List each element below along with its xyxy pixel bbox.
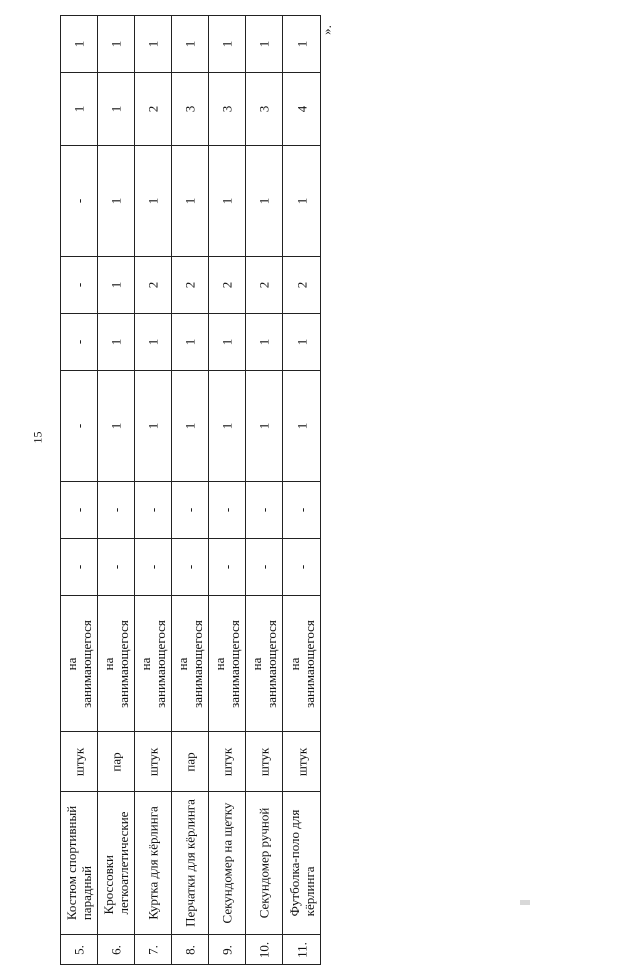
cell-col7-text: 3 (256, 105, 272, 113)
text-line: Кроссовки (101, 854, 116, 915)
cell-num (246, 935, 283, 965)
cell-unit-text: штук (71, 747, 87, 776)
cell-col7-text: 2 (145, 105, 161, 113)
table-row (61, 596, 321, 732)
cell-num-text: 6. (108, 944, 124, 955)
cell-col1 (172, 539, 209, 596)
cell-col3-text: 1 (294, 422, 309, 430)
cell-col8-text: 1 (182, 40, 198, 48)
cell-col6 (172, 146, 209, 257)
cell-col8 (246, 16, 283, 73)
cell-name-text (287, 810, 317, 917)
cell-col2 (172, 482, 209, 539)
cell-col4-text: - (71, 339, 87, 345)
cell-unit-text: пар (108, 751, 124, 772)
page-number: 15 (30, 431, 45, 444)
cell-basis-text (64, 620, 94, 708)
cell-num-text: 5. (71, 944, 87, 955)
cell-name (98, 792, 135, 935)
text-line: на (286, 657, 302, 670)
cell-basis-text (287, 620, 317, 708)
cell-col4 (61, 314, 98, 371)
table-row (61, 482, 321, 539)
cell-col6-text: 1 (256, 197, 272, 205)
cell-col1-text: - (219, 564, 235, 570)
cell-unit (172, 732, 209, 792)
cell-col3-text: 1 (182, 422, 198, 430)
cell-col1-text: - (294, 564, 309, 570)
cell-col8 (283, 16, 321, 73)
table-row (61, 792, 321, 935)
text-line: на (249, 657, 264, 670)
cell-name (283, 792, 321, 935)
cell-col1 (98, 539, 135, 596)
cell-num-text: 11. (294, 941, 309, 958)
text-line: на (64, 657, 79, 670)
cell-col2-text: - (145, 507, 161, 513)
cell-col4 (283, 314, 321, 371)
cell-col1-text: - (145, 564, 161, 570)
cell-col5 (209, 257, 246, 314)
cell-unit-text: штук (294, 747, 309, 776)
cell-name-text (257, 808, 272, 919)
text-line: парадный (79, 865, 94, 921)
cell-col5-text: - (71, 282, 87, 288)
cell-col8-text: 1 (71, 40, 87, 48)
cell-col5 (98, 257, 135, 314)
cell-col8-text: 1 (145, 40, 161, 48)
cell-basis (172, 596, 209, 732)
cell-col4 (135, 314, 172, 371)
cell-col6 (283, 146, 321, 257)
cell-unit (61, 732, 98, 792)
cell-col1 (246, 539, 283, 596)
cell-col1-text: - (182, 564, 198, 570)
text-line: Футболка-поло для (286, 809, 302, 917)
cell-col3-text: 1 (256, 422, 272, 430)
cell-unit (209, 732, 246, 792)
closing-quote-mark: ». (318, 25, 334, 35)
cell-col2 (98, 482, 135, 539)
cell-col8 (61, 16, 98, 73)
cell-col4 (246, 314, 283, 371)
cell-col2-text: - (108, 507, 124, 513)
cell-col3 (209, 371, 246, 482)
cell-col2-text: - (182, 507, 198, 513)
cell-basis (98, 596, 135, 732)
cell-col6-text: 1 (182, 197, 198, 205)
scan-edge-mark (520, 900, 530, 905)
cell-basis (283, 596, 321, 732)
cell-col8-text: 1 (294, 40, 309, 48)
text-line: занимающегося (301, 619, 317, 708)
cell-col6 (98, 146, 135, 257)
table-row (61, 73, 321, 146)
cell-col4-text: 1 (256, 338, 272, 346)
cell-basis-text (138, 620, 168, 708)
cell-num-text: 8. (182, 944, 198, 955)
cell-col7 (61, 73, 98, 146)
cell-col7 (98, 73, 135, 146)
cell-col4-text: 1 (219, 338, 235, 346)
equipment-table (60, 15, 320, 958)
cell-unit-text: штук (219, 747, 235, 776)
cell-col6 (209, 146, 246, 257)
cell-col6 (246, 146, 283, 257)
cell-col2 (61, 482, 98, 539)
cell-name-text (101, 812, 131, 915)
cell-basis (246, 596, 283, 732)
cell-col5 (61, 257, 98, 314)
cell-name (246, 792, 283, 935)
cell-col5-text: 2 (219, 281, 235, 289)
cell-col8 (135, 16, 172, 73)
cell-col4 (172, 314, 209, 371)
cell-num (61, 935, 98, 965)
cell-col1 (61, 539, 98, 596)
cell-num (283, 935, 321, 965)
cell-num-text: 9. (219, 944, 235, 955)
cell-col3 (172, 371, 209, 482)
cell-col7-text: 4 (294, 105, 309, 113)
cell-col3-text: 1 (219, 422, 235, 430)
cell-name (135, 792, 172, 935)
cell-col8 (172, 16, 209, 73)
cell-col7-text: 1 (71, 105, 87, 113)
cell-col6-text: 1 (145, 197, 161, 205)
cell-num (209, 935, 246, 965)
text-line: Костюм спортивный (64, 805, 79, 921)
cell-col6-text: 1 (294, 197, 309, 205)
cell-col7 (135, 73, 172, 146)
cell-col2 (209, 482, 246, 539)
cell-col4-text: 1 (182, 338, 198, 346)
cell-col5-text: 1 (108, 281, 124, 289)
text-line: кёрлинга (301, 866, 317, 917)
cell-col2 (246, 482, 283, 539)
cell-basis-text (175, 620, 205, 708)
cell-col3 (61, 371, 98, 482)
text-line: на (212, 657, 227, 670)
cell-col5-text: 2 (294, 281, 309, 289)
cell-basis (61, 596, 98, 732)
cell-col2-text: - (71, 507, 87, 513)
text-line: на (175, 657, 190, 670)
cell-num-text: 10. (256, 941, 272, 958)
cell-col5-text: 2 (256, 281, 272, 289)
text-line: занимающегося (227, 619, 242, 708)
table-row (61, 146, 321, 257)
cell-col3 (135, 371, 172, 482)
table-row (61, 16, 321, 73)
cell-basis (209, 596, 246, 732)
cell-col4-text: 1 (145, 338, 161, 346)
cell-col6-text: 1 (108, 197, 124, 205)
cell-col2-text: - (219, 507, 235, 513)
cell-col8-text: 1 (219, 40, 235, 48)
cell-name-text (183, 799, 198, 927)
cell-col6-text: 1 (219, 197, 235, 205)
cell-col8 (209, 16, 246, 73)
cell-col6 (61, 146, 98, 257)
cell-basis-text (249, 620, 279, 708)
cell-col5-text: 2 (145, 281, 161, 289)
cell-col2-text: - (256, 507, 272, 513)
cell-col2-text: - (294, 507, 309, 513)
cell-col6 (135, 146, 172, 257)
cell-col7 (172, 73, 209, 146)
cell-col2 (283, 482, 321, 539)
cell-col7 (246, 73, 283, 146)
cell-unit (283, 732, 321, 792)
cell-col4 (98, 314, 135, 371)
text-line: занимающегося (264, 619, 279, 708)
cell-name (61, 792, 98, 935)
cell-num (172, 935, 209, 965)
cell-col7-text: 3 (182, 105, 198, 113)
cell-num (98, 935, 135, 965)
cell-col1 (209, 539, 246, 596)
cell-col4-text: 1 (108, 338, 124, 346)
cell-col5 (172, 257, 209, 314)
cell-name (209, 792, 246, 935)
text-line: Секундомер на щетку (219, 802, 235, 924)
cell-col5 (246, 257, 283, 314)
text-line: занимающегося (190, 619, 205, 708)
text-line: занимающегося (116, 619, 131, 708)
cell-col7 (283, 73, 321, 146)
cell-basis (135, 596, 172, 732)
cell-col2 (135, 482, 172, 539)
cell-col6-text: - (71, 198, 87, 204)
table-row (61, 314, 321, 371)
table-row (61, 539, 321, 596)
cell-col8-text: 1 (108, 40, 124, 48)
cell-col1-text: - (108, 564, 124, 570)
text-line: Секундомер ручной (256, 807, 272, 919)
table-row (61, 371, 321, 482)
cell-col4 (209, 314, 246, 371)
cell-unit-text: штук (256, 747, 272, 776)
cell-name-text (146, 806, 161, 920)
cell-col3 (283, 371, 321, 482)
cell-col1 (135, 539, 172, 596)
text-line: занимающегося (79, 619, 94, 708)
cell-col8 (98, 16, 135, 73)
table-row (61, 935, 321, 965)
text-line: легкоатлетические (116, 811, 131, 915)
cell-col1 (283, 539, 321, 596)
cell-unit (135, 732, 172, 792)
text-line: занимающегося (153, 619, 168, 708)
cell-col7-text: 3 (219, 105, 235, 113)
cell-unit-text: пар (182, 751, 198, 772)
cell-col3 (246, 371, 283, 482)
text-line: на (101, 657, 116, 670)
cell-col7 (209, 73, 246, 146)
text-line: Куртка для кёрлинга (145, 806, 161, 920)
cell-name (172, 792, 209, 935)
cell-unit-text: штук (145, 747, 161, 776)
cell-col5 (135, 257, 172, 314)
cell-col3-text: 1 (145, 422, 161, 430)
cell-name-text (64, 806, 94, 920)
cell-col5-text: 2 (182, 281, 198, 289)
cell-col8-text: 1 (256, 40, 272, 48)
cell-col7-text: 1 (108, 105, 124, 113)
cell-col4-text: 1 (294, 338, 309, 346)
cell-col3-text: - (71, 423, 87, 429)
table-row (61, 732, 321, 792)
cell-num (135, 935, 172, 965)
cell-col5 (283, 257, 321, 314)
cell-unit (98, 732, 135, 792)
cell-col1-text: - (71, 564, 87, 570)
cell-name-text (220, 803, 235, 924)
cell-col1-text: - (256, 564, 272, 570)
cell-basis-text (101, 620, 131, 708)
cell-basis-text (212, 620, 242, 708)
text-line: на (138, 657, 153, 670)
cell-unit (246, 732, 283, 792)
cell-num-text: 7. (145, 944, 161, 955)
cell-col3 (98, 371, 135, 482)
table-row (61, 257, 321, 314)
cell-col3-text: 1 (108, 422, 124, 430)
text-line: Перчатки для кёрлинга (182, 799, 198, 927)
